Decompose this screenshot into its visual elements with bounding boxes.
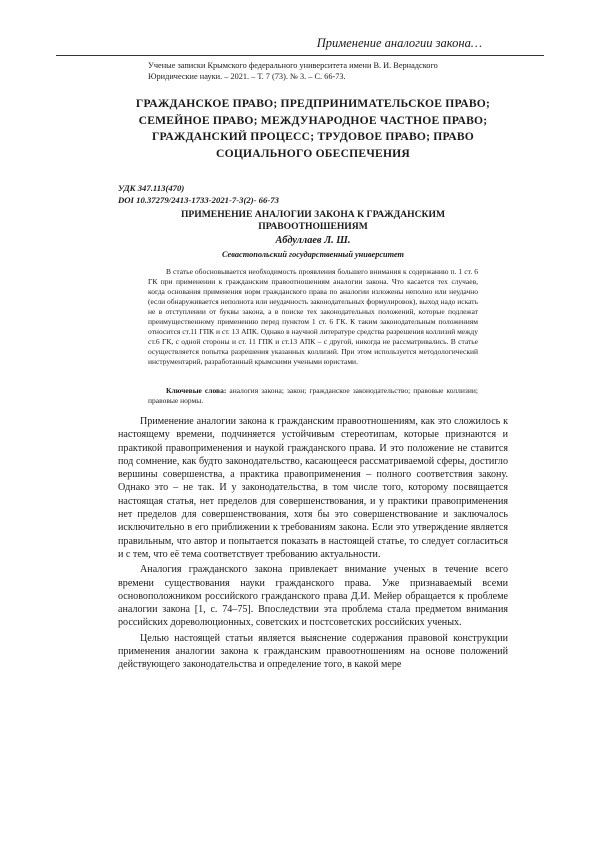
- body-paragraph: Применение аналогии закона к гражданским правоотношениям, как это сложилось к настоящему времени, подчиняется устойчивым стереотипам, которые признаются и практикой правоприменения и наукой гражданского права. И это положение не ставится под сомнение, как будто законодательство, касающееся рассматриваемой сферы, достигло вершины совершенства, а практика правоприменения – полного соответствия закону. Однако это – не так. И у законодательства, в том числе того, которому посвящается настоящая статья, нет пределов для совершенствования, и у практики правоприменения нет пределов для совершенствования, хотя бы это совершенствование и заключалось исключительно в его приближении к требованиям закона. Если это утверждение является правильным, что автор и попытается показать в настоящей статье, то следует согласиться и с тем, что её тема соответствует требованию актуальности.: [118, 416, 508, 560]
- article-body: [118, 415, 508, 674]
- body-paragraph: Целью настоящей статьи является выяснение содержания правовой конструкции применения аналогии закона к гражданским правоотношениям на основе положений действующего законодательства и определение того, в какой мере: [118, 632, 508, 671]
- author-affiliation: Севастопольский государственный университет: [221, 250, 405, 259]
- journal-citation: Ученые записки Крымского федерального университета имени В. И. Вернадского Юридические науки. – 2021. – Т. 7 (73). № 3. – С. 66-73.: [148, 61, 438, 81]
- doi: DOI 10.37279/2413-1733-2021-7-3(2)- 66-73: [118, 195, 279, 205]
- author-name: Абдуллаев Л. Ш.: [275, 235, 351, 246]
- body-paragraph: Аналогия гражданского закона привлекает внимание ученых в течение всего времени существования науки гражданского права. Уже признаваемый всеми основоположником российского гражданского права Д.И. Мейер обращается к проблеме аналогии закона [1, с. 74–75]. Впоследствии эта проблема стала предметом внимания российских дореволюционных, советских и постсоветских российских ученых.: [118, 564, 508, 629]
- running-head-text: Применение аналогии закона…: [316, 36, 482, 50]
- article-title: ПРИМЕНЕНИЕ АНАЛОГИИ ЗАКОНА К ГРАЖДАНСКИМ ПРАВООТНОШЕНИЯМ: [180, 209, 446, 232]
- keywords-label: Ключевые слова:: [166, 386, 227, 395]
- keywords-list: аналогия закона; закон; гражданское законодательство; правовые коллизии; правовые нормы.: [148, 386, 478, 405]
- udk-code: УДК 347.113(470): [118, 183, 185, 193]
- keywords: [148, 386, 478, 406]
- section-title: ГРАЖДАНСКОЕ ПРАВО; ПРЕДПРИНИМАТЕЛЬСКОЕ ПРАВО; СЕМЕЙНОЕ ПРАВО; МЕЖДУНАРОДНОЕ ЧАСТНОЕ ПРАВО; ГРАЖДАНСКИЙ ПРОЦЕСС; ТРУДОВОЕ ПРАВО; ПРАВО СОЦИАЛЬНОГО ОБЕСПЕЧЕНИЯ: [135, 97, 491, 160]
- article-identifiers: [118, 182, 279, 206]
- abstract: В статье обосновывается необходимость проявления большего внимания к содержанию п. 1 ст. 6 ГК при применении к гражданским правоотношениям аналогии закона. Что касается тех случаев, когда основания применения норм гражданского права по аналогии изложены неполно или неудачно (если обнаруживается неполнота или неудачность законодательных формулировок), выход надо искать не в отступлении от буквы закона, а в поиске тех законодательных положений, которые подлежат преимущественному применению перед пунктом 1 ст. 6 ГК. К таким законодательным положениям относится ст.11 ГПК и ст. 13 АПК. Однако в научной литературе средства разрешения коллизий между ст.6 ГК, с одной стороны и ст. 11 ГПК и ст.13 АПК – с другой, никогда не рассматривались. В статье осуществляется попытка разрешения указанных коллизий. При этом используется методологический инструментарий, разработанный крымскими учеными юристами.: [148, 267, 478, 366]
- running-head: [56, 36, 544, 56]
